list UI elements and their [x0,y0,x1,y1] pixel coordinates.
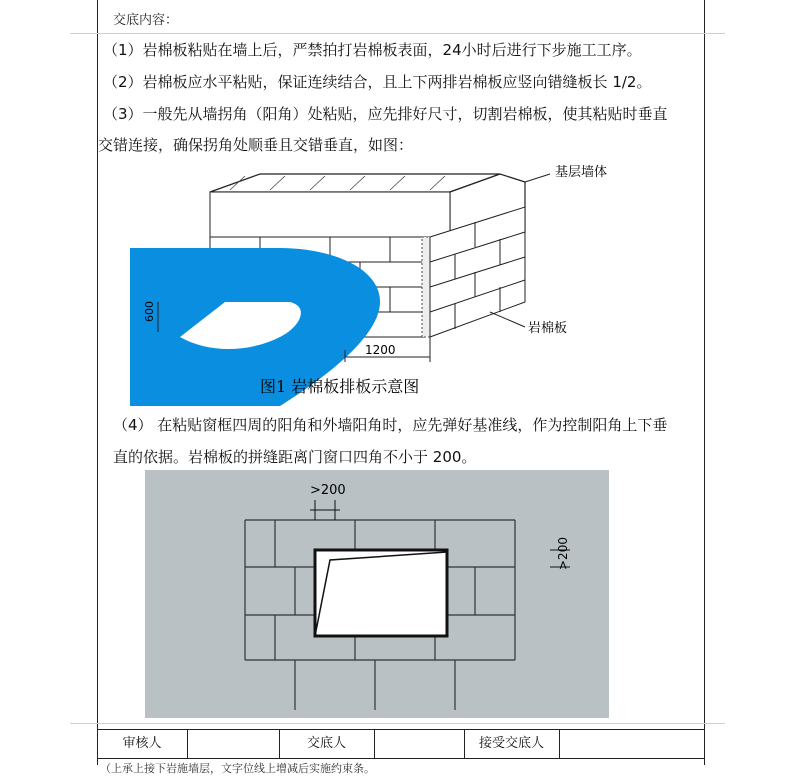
disclosure-content-label: 交底内容： [113,13,179,28]
paragraph-4-line-2: 直的依据。岩棉板的拼缝距离门窗口四角不小于 200。 [113,448,477,466]
dim-side-200: >200 [556,537,570,570]
dim-1200: 1200 [365,343,396,357]
header-guide-line [70,33,725,34]
dim-top-200: >200 [310,483,346,498]
footer-guide-line [70,723,725,724]
paragraph-3-line-1: （3）一般先从墙拐角（阳角）处粘贴，应先排好尺寸，切割岩棉板，使其粘贴时垂直 [103,105,668,123]
receiver-signature-cell[interactable] [559,730,704,758]
discloser-label: 交底人 [279,730,375,758]
window-opening [315,550,447,636]
discloser-signature-cell[interactable] [374,730,465,758]
paragraph-3-line-2: 交错连接，确保拐角处顺垂且交错垂直，如图： [98,136,414,154]
reviewer-label: 审核人 [97,730,188,758]
figure-rockwool-layout [130,162,640,406]
page-left-border [97,0,98,765]
figure-1-drawing [130,162,640,406]
reviewer-signature-cell[interactable] [187,730,280,758]
page-right-border [704,0,705,765]
paragraph-4-line-1: （4） 在粘贴窗框四周的阳角和外墙阳角时，应先弹好基准线，作为控制阳角上下垂 [113,416,668,434]
receiver-label: 接受交底人 [464,730,560,758]
figure-2-drawing [145,470,609,718]
label-rockwool-board: 岩棉板 [528,321,568,336]
paragraph-1: （1）岩棉板粘贴在墙上后，严禁拍打岩棉板表面，24小时后进行下步施工工序。 [103,41,642,59]
figure-window-joints [145,470,609,718]
dim-600: 600 [143,301,156,322]
label-base-wall: 基层墙体 [555,165,608,180]
signature-table [97,729,704,759]
paragraph-2: （2）岩棉板应水平粘贴，保证连续结合，且上下两排岩棉板应竖向错缝板长 1/2。 [103,73,652,91]
cut-off-footer-text: （上承上接下岩施墙层，文字位线上增减后实施约束条。 [100,762,375,775]
figure-1-caption: 图1 岩棉板排板示意图 [260,377,420,396]
